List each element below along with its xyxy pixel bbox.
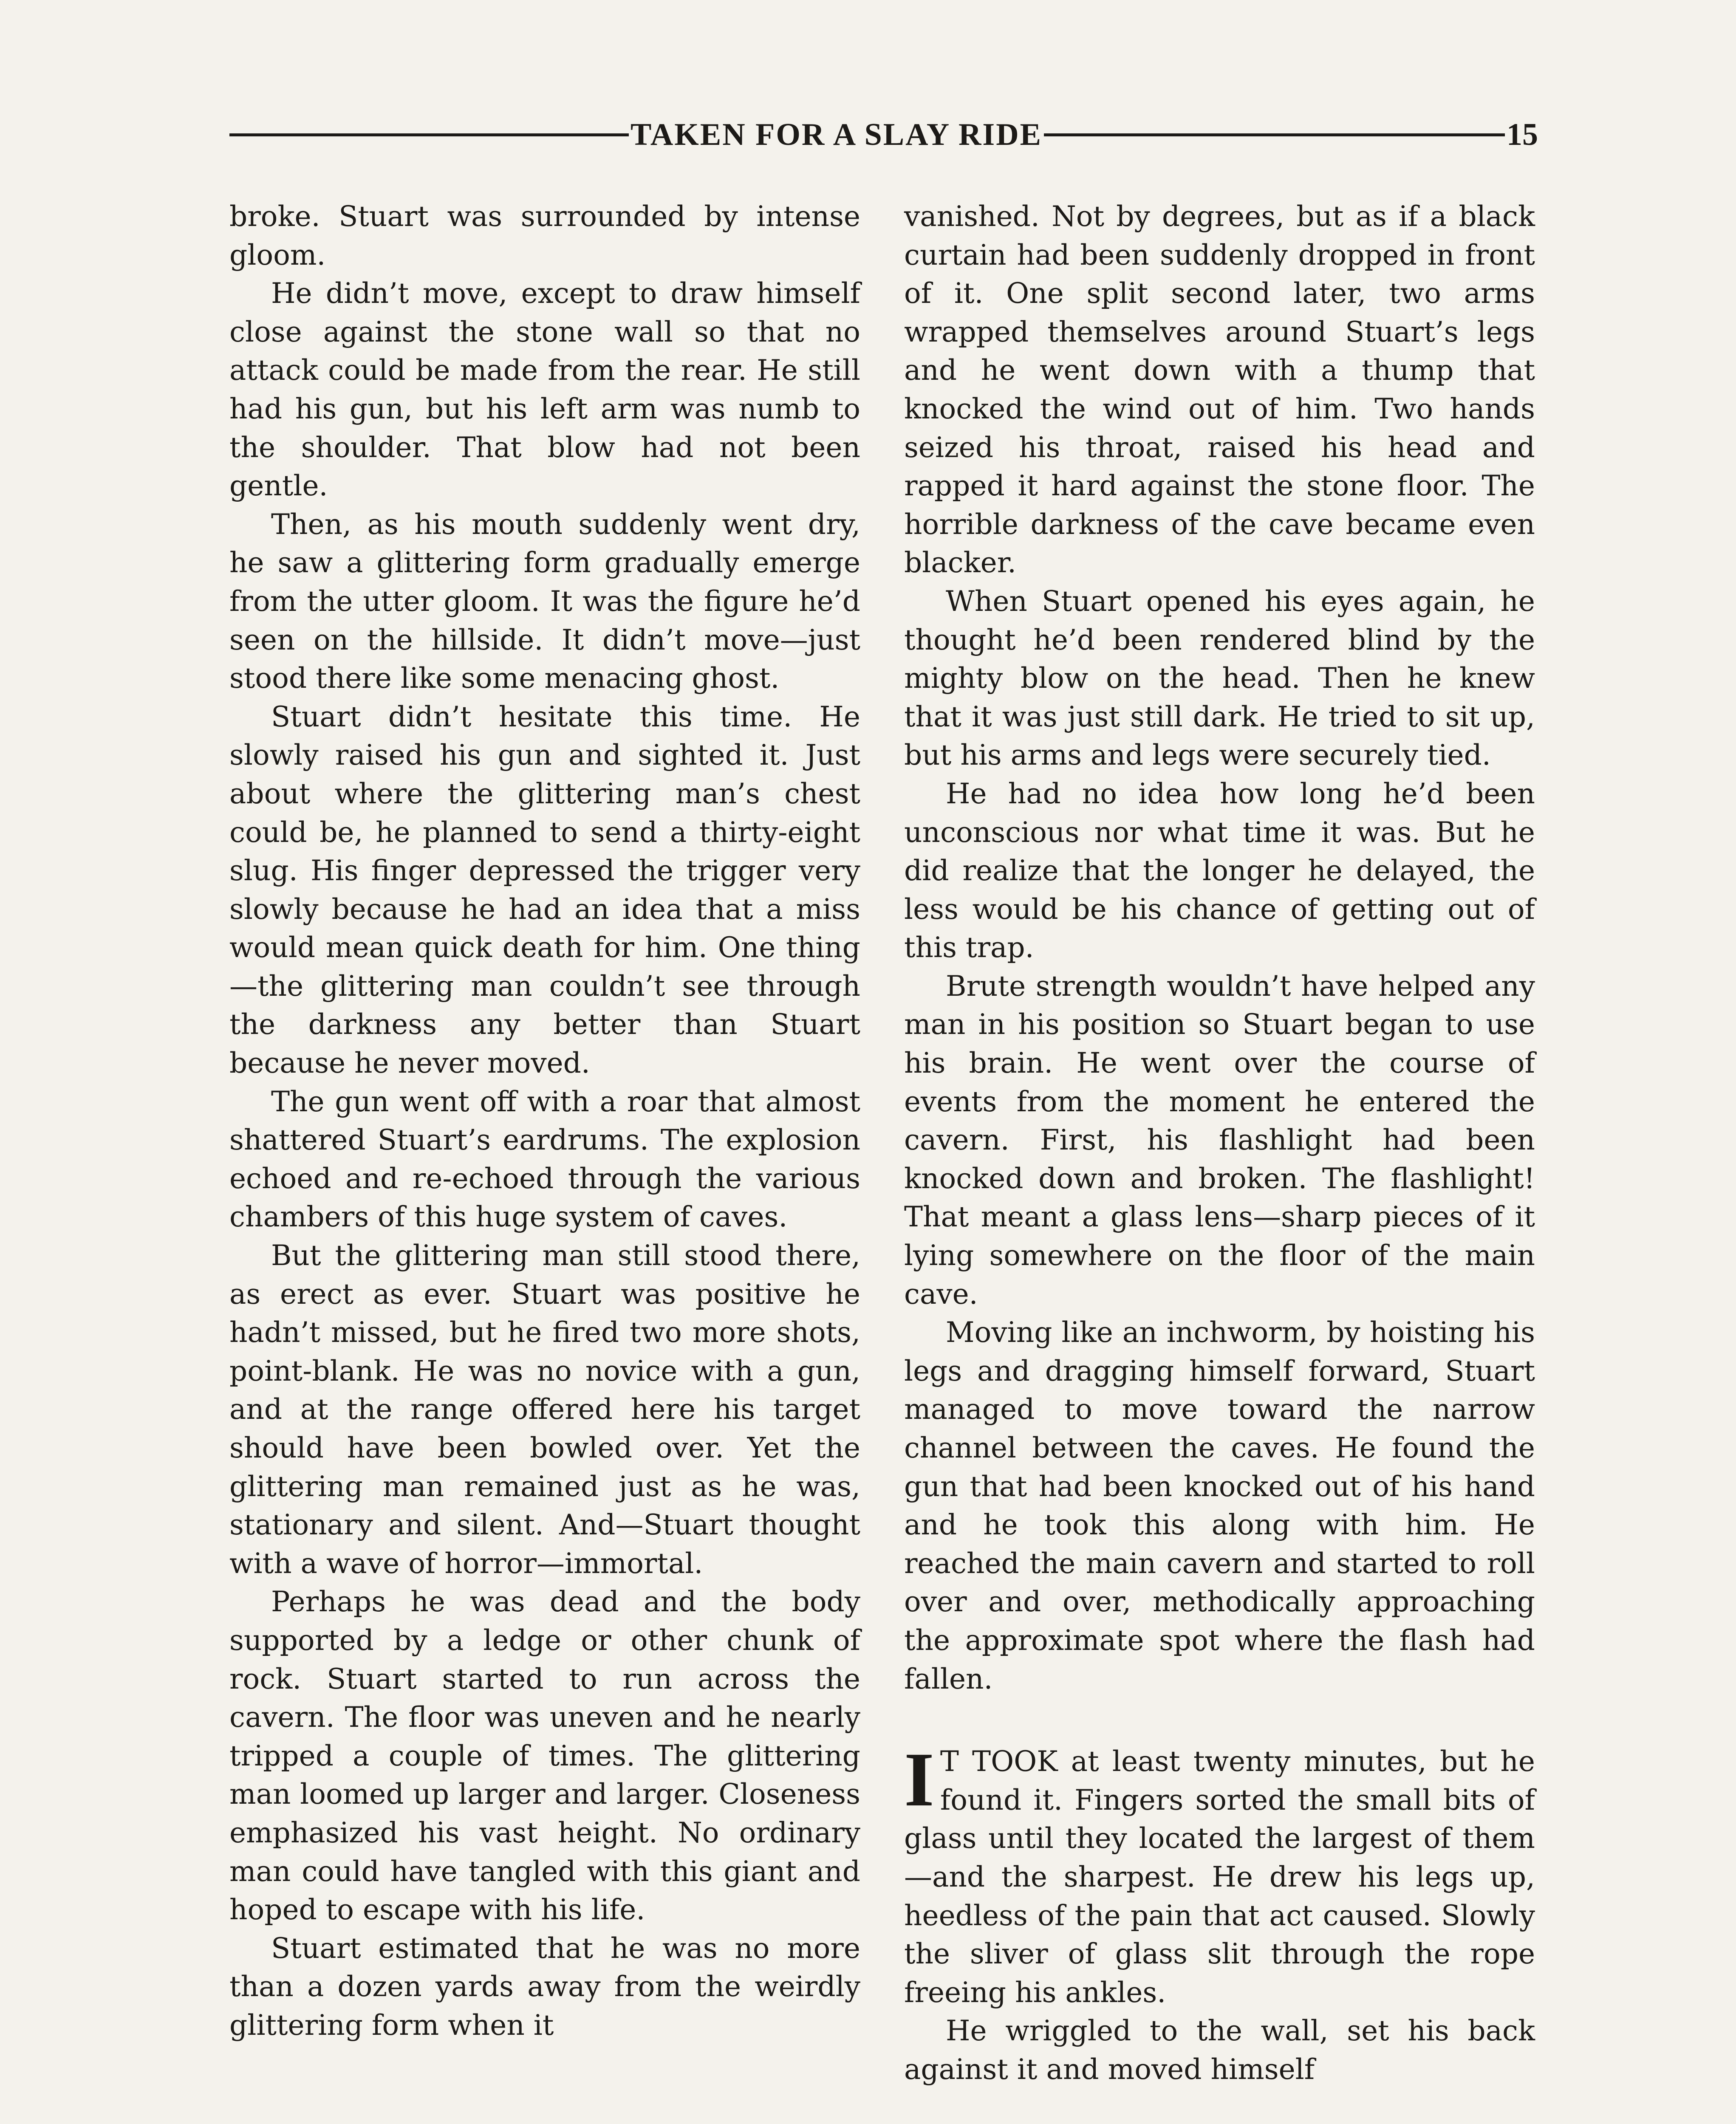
right-text-column bbox=[904, 198, 1535, 2089]
paragraph: Moving like an inchworm, by hoisting his legs and dragging himself forward, Stuart managed to move toward the narrow channel between the caves. He found the gun that had been knocked out of his hand and he took this along with him. He reached the main cavern and started to roll over and over, methodically approaching the approximate spot where the flash had fallen. bbox=[904, 1316, 1535, 1695]
paragraph: Then, as his mouth suddenly went dry, he saw a glittering form gradually emerge from the utter gloom. It was the figure he’d seen on the hillside. It didn’t move—just stood there like some menacing ghost. bbox=[229, 508, 860, 695]
header-rule-left bbox=[229, 133, 629, 136]
running-title: TAKEN FOR A SLAY RIDE bbox=[631, 117, 1043, 152]
paragraph: Stuart didn’t hesitate this time. He slowly raised his gun and sighted it. Just about where the glittering man’s chest could be, he planned to send a thirty-eight slug. His finger depressed the trigger very slowly because he had an idea that a miss would mean quick death for him. One thing—the glittering man couldn’t see through the darkness any better than Stuart because he never moved. bbox=[229, 700, 860, 1080]
section-first-paragraph-text: T TOOK at least twenty minutes, but he found it. Fingers sorted the small bits of glass until they located the largest of them—and the sharpest. He drew his legs up, heedless of the pain that act caused. Slowly the sliver of glass slit through the rope freeing his ankles. bbox=[904, 1745, 1535, 2009]
paragraph: Brute strength wouldn’t have helped any man in his position so Stuart began to use his brain. He went over the course of events from the moment he entered the cavern. First, his flashlight had been knocked down and broken. The flashlight! That meant a glass lens—sharp pieces of it lying somewhere on the floor of the main cave. bbox=[904, 969, 1535, 1311]
paragraph: When Stuart opened his eyes again, he thought he’d been rendered blind by the mighty blow on the head. Then he knew that it was just still dark. He tried to sit up, but his arms and legs were securely tied. bbox=[904, 585, 1535, 772]
paragraph: The gun went off with a roar that almost shattered Stuart’s eardrums. The explosion echoed and re-echoed through the various chambers of this huge system of caves. bbox=[229, 1085, 860, 1234]
paragraph: Stuart estimated that he was no more than a dozen yards away from the weirdly glittering form when it bbox=[229, 1932, 860, 2042]
section-first-paragraph bbox=[904, 1737, 1535, 2012]
page-number: 15 bbox=[1507, 117, 1538, 152]
paragraph: He had no idea how long he’d been unconscious nor what time it was. But he did realize that the longer he delayed, the less would be his chance of getting out of this trap. bbox=[904, 777, 1535, 964]
header-rule-right bbox=[1044, 133, 1505, 136]
running-header bbox=[229, 111, 1538, 158]
paragraph: He wriggled to the wall, set his back against it and moved himself bbox=[904, 2014, 1535, 2086]
paragraph: vanished. Not by degrees, but as if a black curtain had been suddenly dropped in front of it. One split second later, two arms wrapped themselves around Stuart’s legs and he went down with a thump that knocked the wind out of him. Two hands seized his throat, raised his head and rapped it hard against the stone floor. The horrible darkness of the cave became even blacker. bbox=[904, 200, 1535, 579]
paragraph: He didn’t move, except to draw himself close against the stone wall so that no attack could be made from the rear. He still had his gun, but his left arm was numb to the shoulder. That blow had not been gentle. bbox=[229, 277, 860, 503]
paragraph: broke. Stuart was surrounded by intense gloom. bbox=[229, 200, 860, 271]
paragraph: But the glittering man still stood there, as erect as ever. Stuart was positive he hadn’t missed, but he fired two more shots, point-blank. He was no novice with a gun, and at the range offered here his target should have been bowled over. Yet the glittering man remained just as he was, stationary and silent. And—Stuart thought with a wave of horror—immortal. bbox=[229, 1239, 860, 1580]
section-break bbox=[904, 1698, 1535, 1743]
left-text-column bbox=[229, 198, 860, 2045]
paragraph: Perhaps he was dead and the body supported by a ledge or other chunk of rock. Stuart started to run across the cavern. The floor was uneven and he nearly tripped a couple of times. The glittering man loomed up larger and larger. Closeness emphasized his vast height. No ordinary man could have tangled with this giant and hoped to escape with his life. bbox=[229, 1585, 860, 1926]
drop-cap: I bbox=[904, 1737, 934, 1823]
